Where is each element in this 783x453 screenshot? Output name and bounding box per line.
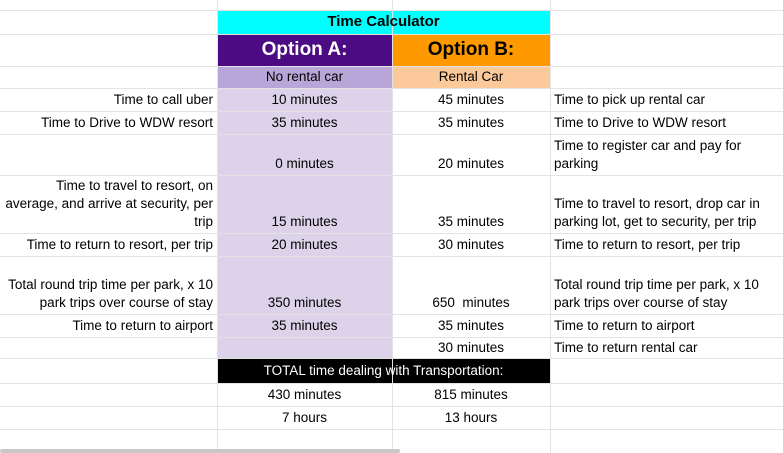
option-a-value [217,337,392,358]
option-b-header: Option B: [427,39,515,60]
row-left-label: Time to Drive to WDW resort [40,114,213,130]
row-left-label: Time to return to resort, per trip [26,236,213,252]
option-a-value: 10 minutes [271,91,338,107]
option-b-value: 30 minutes [437,236,505,252]
option-b-total-minutes: 815 minutes [434,386,508,402]
option-b-value: 650 minutes [432,295,510,310]
horizontal-scrollbar[interactable] [0,449,400,453]
option-a-total-minutes: 430 minutes [267,386,342,402]
row-right-label: Time to travel to resort, drop car in parking lot, get to security, per trip [554,196,760,229]
option-b-value: 35 minutes [437,114,505,130]
option-b-value: 30 minutes [437,339,505,355]
option-a-total-hours: 7 hours [281,409,328,425]
option-a-value: 35 minutes [271,317,338,333]
row-right-label: Time to Drive to WDW resort [554,114,727,130]
row-right-label: Time to return to resort, per trip [554,236,741,252]
row-right-label: Total round trip time per park, x 10 park trips over course of stay [554,277,759,310]
option-a-value: 0 minutes [275,156,334,171]
row-right-label: Time to return rental car [554,339,698,355]
option-a-value: 35 minutes [271,114,338,130]
option-b-value: 20 minutes [437,156,505,171]
row-left-label: Time to return to airport [72,317,213,333]
option-b-total-hours: 13 hours [444,409,498,425]
grid-row-line [0,429,783,430]
total-label: TOTAL time dealing with Transportation: [263,362,504,378]
row-right-label: Time to pick up rental car [554,91,706,107]
sheet-title: Time Calculator [327,13,440,30]
row-left-label: Total round trip time per park, x 10 park trips over course of stay [8,277,213,310]
option-b-value: 35 minutes [437,317,505,333]
row-left-label [0,134,217,175]
row-right-label: Time to return to airport [554,317,695,333]
option-a-value: 15 minutes [271,214,338,229]
row-right-label: Time to register car and pay for parking [554,138,742,171]
option-b-subheader: Rental Car [438,69,504,84]
option-b-value: 45 minutes [437,91,505,107]
option-a-subheader: No rental car [265,69,344,84]
option-a-value: 350 minutes [267,295,342,310]
option-a-value: 20 minutes [271,236,338,252]
row-left-label: Time to travel to resort, on average, and arrive at security, per trip [5,178,213,229]
row-left-label [0,337,217,358]
option-a-header: Option A: [261,39,348,60]
row-left-label: Time to call uber [113,91,213,107]
option-b-value: 35 minutes [437,214,505,229]
